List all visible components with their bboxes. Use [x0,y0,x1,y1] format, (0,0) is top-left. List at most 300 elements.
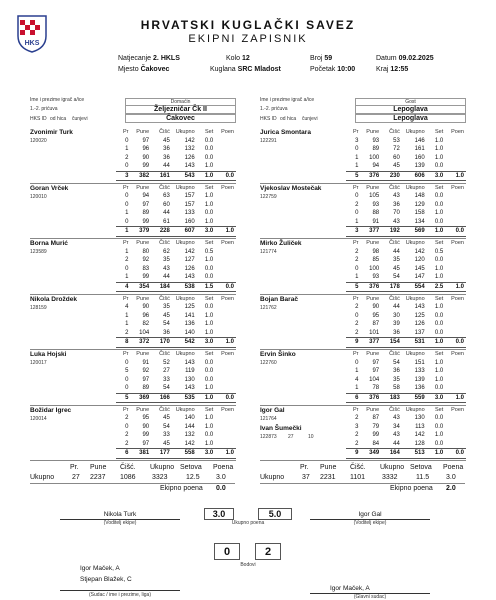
substitute-from: 27 [288,433,294,440]
results-col-header: Poen [451,129,464,135]
sum-cell: 0.0 [445,338,466,348]
lane-cell: 1.0 [204,193,214,199]
lane-cell: 97 [142,376,150,383]
tot-hdr-setova: Setova [180,464,202,471]
results-col-header: Ukupno [405,184,425,191]
lane-cell: 96 [142,312,150,319]
referee-name: Igor Maček, A [80,565,120,572]
guest-ekipno: 2.0 [446,485,456,492]
results-col-header: Set [205,184,214,191]
lane-row [346,201,466,210]
lane-cell: 44 [163,274,170,280]
lane-cell: 36 [393,201,400,208]
lane-cell: 96 [142,146,150,152]
player-block [30,128,240,184]
lane-cell [215,359,236,368]
results-col-header: Ukupno [405,406,425,413]
results-col-header: Čišć [389,240,400,246]
lane-cell: 90 [142,154,150,161]
player-block [30,406,240,462]
player-id: 121774 [260,249,277,255]
lane-cell: 139 [414,376,425,383]
player-id: 122291 [260,138,277,144]
lane-cell: 1 [125,321,129,327]
lane-cell: 35 [393,376,400,383]
lane-cell: 2 [125,432,129,438]
lane-cell: 161 [414,146,425,152]
lane-cell: 1 [355,154,359,161]
lane-cell: 2 [355,440,359,447]
guest-tot-pr: 37 [302,474,310,481]
player-block [260,128,470,184]
ukupno-label: Ukupno [30,474,55,481]
lane-cell: 137 [414,329,425,336]
lane-cell: 45 [163,312,170,319]
chief-judge-caption: (Glavni sudac) [353,594,387,600]
lane-cell: 4 [355,376,359,383]
lane-cell: 0.0 [204,304,214,310]
results-col-header: Pr [352,295,359,302]
player-sum-row [346,227,466,237]
lane-cell: 0.0 [204,432,214,438]
lane-cell: 1.0 [204,385,214,391]
results-col-header: Pune [366,129,380,135]
lane-cell: 1.0 [434,432,444,438]
lane-cell: 130 [184,376,195,383]
natjecanje-field: Natjecanje 2. HKLS [118,55,180,62]
lane-cell: 98 [372,248,380,255]
results-col-header: Ukupno [405,295,425,302]
home-tot-setova: 12.5 [186,474,200,481]
promjena-label: 1.-2. prićuva [30,106,58,112]
tot-hdr-pune: Pune [320,464,337,471]
lane-cell: 0 [125,359,129,366]
lane-cell: 119 [185,368,195,374]
player-results-table [116,295,236,348]
lane-row [116,376,236,385]
sum-cell: 513 [402,449,427,459]
lane-cell: 0.0 [434,415,444,421]
player-block [30,239,240,295]
sum-cell: 381 [130,449,151,459]
sum-cell: 0.0 [215,282,236,292]
page-title: HRVATSKI KUGLAČKI SAVEZ [140,18,356,32]
lane-cell [215,265,236,274]
sum-cell: 0.0 [215,393,236,403]
lane-cell: 2 [355,257,359,263]
player-name: Goran Vrček [30,184,69,192]
lane-cell: 45 [163,415,170,421]
lane-row [346,384,466,393]
player-name: Luka Hojski [30,351,67,358]
lane-cell: 127 [184,257,195,263]
player-name: Vjekoslav Mostečak [260,184,322,192]
results-col-header: Pune [366,240,380,246]
results-col-header: Pune [136,406,150,413]
lane-cell: 36 [163,329,170,336]
lane-cell [445,256,466,265]
results-header-row [346,406,466,415]
lane-cell: 126 [184,265,195,272]
sum-cell: 554 [402,282,427,292]
results-col-header: Pr [352,129,359,135]
pocetak-field: Početak 10:00 [310,66,356,73]
sum-cell: 1.0 [445,282,466,292]
lane-cell: 1.0 [204,201,214,208]
player-sum-row [346,393,466,403]
lane-cell [215,192,236,201]
lane-cell: 133 [184,210,195,216]
lane-cell: 1.0 [434,137,444,144]
lane-cell: 0.0 [204,376,214,383]
player-results-table [346,184,466,237]
results-header-row [116,295,236,304]
sum-cell: 3.0 [427,393,446,403]
lane-cell: 0.0 [434,385,444,391]
lane-cell: 1.0 [204,321,214,327]
guest-bodovi-box: 2 [255,543,281,560]
lane-cell [215,312,236,321]
lane-cell: 2 [125,154,129,161]
lane-cell: 0 [125,163,129,169]
lane-cell: 1 [355,368,359,374]
lane-cell: 44 [163,163,170,169]
sum-cell: 3 [346,227,360,237]
lane-cell [445,137,466,146]
lane-cell: 53 [393,137,400,144]
lane-cell: 142 [184,137,195,144]
sum-cell: 1.5 [197,282,216,292]
lane-cell: 136 [184,321,195,327]
lane-row [346,209,466,218]
sum-cell: 6 [346,393,360,403]
substitute-pins: 10 [308,433,314,440]
results-col-header: Poen [221,295,234,302]
lane-cell [445,145,466,154]
results-col-header: Set [205,240,214,246]
results-col-header: Set [435,406,444,413]
sum-cell: 192 [381,227,402,237]
results-col-header: Pr [352,406,359,413]
lane-cell: 90 [142,423,150,430]
tot-hdr-ukupno: Ukupno [150,464,175,471]
lane-cell: 143 [184,359,195,366]
lane-cell: 30 [393,312,400,319]
lane-cell: 1 [125,274,129,280]
substitute-id: 122873 [260,433,277,440]
sum-cell: 569 [402,227,427,237]
lane-row [116,273,236,282]
lane-cell: 1 [125,312,129,319]
sum-cell: 230 [381,171,402,181]
lane-cell: 104 [139,329,150,336]
lane-cell: 1.0 [204,312,214,319]
player-id: 122759 [260,193,277,200]
player-id: 128159 [30,304,47,311]
player-sum-row [116,171,236,181]
lane-row [116,218,236,227]
lane-cell: 99 [142,218,150,225]
lane-cell: 142 [414,248,425,255]
sum-cell: 354 [130,282,151,292]
lane-cell [215,248,236,257]
lane-cell [445,423,466,432]
lane-cell: 99 [142,432,150,438]
lane-cell: 36 [163,146,170,152]
lane-cell: 0.0 [434,312,444,319]
lane-row [116,312,236,321]
player-id: 120017 [30,360,47,366]
home-tot-poena: 3.0 [216,474,226,481]
lane-cell: 0.0 [434,163,444,169]
lane-cell: 97 [142,440,150,447]
lane-cell: 2 [125,329,129,336]
lane-row [346,218,466,227]
results-col-header: Pr [122,406,129,413]
results-col-header: Poen [221,129,234,135]
sum-cell: 535 [172,393,197,403]
results-col-header: Čišć [389,295,400,302]
lane-cell: 0 [125,193,129,199]
lane-cell: 60 [393,154,400,161]
results-col-header: Ukupno [175,240,195,246]
lane-row [116,329,236,338]
lane-row [116,359,236,368]
lane-cell: 105 [369,193,380,199]
judge-caption: (Sudac / ime i prezime, liga) [89,592,151,598]
lane-cell: 89 [142,385,150,391]
player-id: 120014 [30,415,47,422]
results-col-header: Ukupno [405,351,425,357]
lane-cell: 33 [163,376,170,383]
lane-cell: 90 [372,304,380,310]
lane-cell: 1 [125,248,129,255]
lane-cell: 61 [163,218,170,225]
lane-cell: 90 [142,304,150,310]
player-sum-row [116,449,236,459]
sum-cell: 8 [116,338,130,348]
lane-row [346,265,466,274]
sum-cell: 543 [172,171,197,181]
player-block [30,295,240,351]
lane-cell: 95 [372,312,380,319]
lane-cell: 0.0 [204,359,214,366]
results-col-header: Pr [352,351,359,357]
guest-tot-cisc: 1101 [350,474,366,481]
lane-row [346,359,466,368]
player-sum-row [116,393,236,403]
lane-cell: 132 [184,146,195,152]
lane-cell: 148 [414,193,425,199]
player-results-table [116,406,236,459]
lane-cell [445,320,466,329]
sum-cell: 1.0 [445,393,466,403]
lane-cell: 3 [355,423,359,430]
lane-row [116,201,236,210]
results-col-header: Čišć [389,351,400,357]
sum-cell: 376 [360,171,381,181]
results-col-header: Pr [122,129,129,135]
lane-cell: 97 [142,201,150,208]
results-col-header: Set [435,351,444,357]
lane-cell: 93 [372,274,380,280]
player-results-table [116,239,236,292]
lane-cell: 1.0 [204,163,214,169]
results-col-header: Set [435,295,444,302]
lane-row [346,376,466,385]
sum-cell: 154 [381,338,402,348]
lane-cell: 0 [125,265,129,272]
lane-cell [215,376,236,385]
lane-cell: 142 [414,432,425,438]
player-results-table [116,184,236,237]
lane-cell: 1.0 [434,376,444,383]
lane-row [116,256,236,265]
lane-cell [215,423,236,432]
lane-cell: 80 [142,248,150,255]
lane-cell: 126 [414,321,425,327]
lane-row [116,248,236,257]
sum-cell: 382 [130,171,151,181]
results-col-header: Pune [366,351,380,357]
lane-cell: 1.0 [204,415,214,421]
lane-row [116,423,236,432]
lane-cell: 0 [125,385,129,391]
sum-cell: 170 [151,338,172,348]
lane-cell: 2 [355,248,359,255]
results-col-header: Ukupno [175,351,195,357]
sum-cell: 1.0 [427,338,446,348]
lane-cell: 129 [414,201,425,208]
lane-cell [445,209,466,218]
kuglana-field: Kuglana SRC Mladost [210,66,281,73]
mjesto-field: Mjesto Čakovec [118,66,170,73]
lane-cell: 1 [125,210,129,216]
lane-cell: 5 [125,368,129,374]
hks-id-label: HKS ID [260,116,277,122]
sum-cell: 349 [360,449,381,459]
sum-cell: 9 [346,449,360,459]
results-col-header: Set [435,240,444,246]
lane-cell: 97 [142,137,150,144]
lane-cell [445,312,466,321]
lane-cell: 54 [163,423,170,430]
lane-cell [445,384,466,393]
player-id: 123589 [30,249,47,255]
lane-cell [215,414,236,423]
player-results-table [346,295,466,348]
lane-row [346,137,466,146]
sum-cell: 1.0 [197,171,216,181]
lane-cell: 143 [184,274,195,280]
guest-team-name: Lepoglava [355,105,466,114]
ime-label: Ime i prezime igrač a/ice [30,97,85,103]
results-col-header: Set [205,295,214,302]
lane-cell: 1.0 [434,154,444,161]
gost-label: Gost [355,98,466,106]
lane-cell: 157 [184,201,195,208]
lane-cell: 160 [414,154,425,161]
guest-tot-setova: 11.5 [416,474,430,481]
lane-cell: 0 [125,423,129,430]
lane-cell: 1.0 [204,257,214,263]
player-divider [30,460,236,461]
results-col-header: Čišć [389,129,400,135]
lane-cell: 1.0 [434,210,444,216]
lane-row [116,192,236,201]
player-name: Nikola Droždek [30,295,77,303]
lane-cell: 99 [142,274,150,280]
player-results-table [346,406,466,459]
lane-row [116,209,236,218]
lane-cell: 0 [355,210,359,216]
lane-cell [445,248,466,257]
lane-cell [445,367,466,376]
lane-cell: 0 [125,376,129,383]
results-col-header: Čišć [389,184,400,191]
lane-cell: 2 [125,415,129,421]
results-col-header: Pune [136,129,150,135]
lane-cell: 143 [184,385,195,391]
guest-captain-caption: (Voditelj ekipe) [353,520,387,526]
lane-row [116,431,236,440]
lane-cell: 1.0 [204,423,214,430]
lane-cell: 44 [393,440,400,447]
lane-cell: 2 [355,329,359,336]
sum-cell: 0.0 [445,227,466,237]
player-name: Božidar Igrec [30,406,72,414]
lane-cell: 0.0 [204,146,214,152]
player-sum-row [116,282,236,292]
lane-cell: 54 [393,359,400,366]
sum-cell: 4 [116,282,130,292]
player-name: Ervin Šinko [260,351,296,358]
lane-row [116,162,236,171]
lane-cell: 101 [369,329,380,336]
lane-cell: 0 [355,359,359,366]
lane-cell: 2 [125,257,129,263]
lane-row [116,367,236,376]
lane-cell: 45 [163,440,170,447]
lane-cell [445,431,466,440]
guest-tot-poena: 3.0 [446,474,456,481]
substitute-name: Ivan Šumečki [260,424,302,432]
results-col-header: Ukupno [175,295,195,302]
lane-cell [215,431,236,440]
lane-cell: 140 [184,329,195,336]
home-tot-ukupno: 3323 [152,474,168,481]
lane-row [116,154,236,163]
lane-cell: 2 [355,432,359,438]
lane-cell: 52 [163,359,170,366]
lane-cell: 44 [393,248,400,255]
lane-cell: 36 [393,329,400,336]
lane-cell: 83 [142,265,150,272]
tot-hdr-pr: Pr. [300,464,309,471]
promjena-label: 1.-2. prićuva [260,106,288,112]
lane-cell: 84 [372,440,380,447]
sum-cell: 228 [151,227,172,237]
sum-cell: 377 [360,227,381,237]
ime-label: Ime i prezime igrač a/ice [260,97,315,103]
player-divider [260,460,466,461]
player-block [260,295,470,351]
kolo-field: Kolo 12 [226,55,250,62]
lane-cell: 126 [184,154,195,161]
lane-cell: 4 [125,304,129,310]
lane-cell: 93 [372,137,380,144]
lane-cell: 130 [414,415,425,421]
